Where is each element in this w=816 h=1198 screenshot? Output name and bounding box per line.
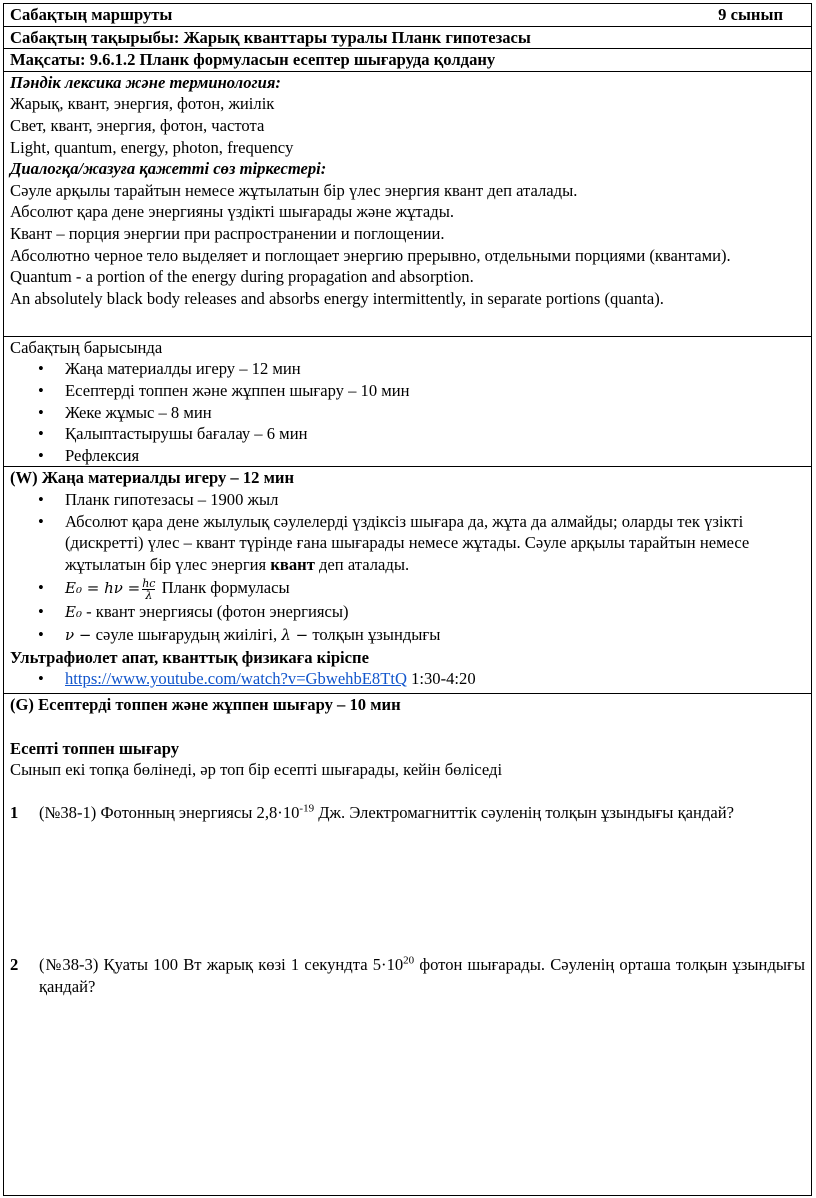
phrase-line: Абсолютно черное тело выделяет и поглощает энергию прерывно, отдельными порциями (квантами). [10, 245, 731, 265]
task-number: 1 [10, 803, 19, 823]
phrases-heading: Диалогқа/жазуға қажетті сөз тіркестері: [10, 159, 327, 179]
plan-item: • Қалыптастырушы бағалау – 6 мин [10, 423, 805, 445]
phrase-line: Сәуле арқылы тарайтын немесе жұтылатын бір үлес энергия квант деп аталады. [10, 180, 578, 200]
new-material-cell [4, 467, 812, 694]
video-time: 1:30-4:20 [406, 669, 476, 689]
formula-lhs: E₀ = hν = [65, 579, 141, 598]
symbol: E₀ [65, 603, 82, 622]
bold-term: квант [270, 554, 315, 574]
phrase-line: An absolutely black body releases and absorbs energy intermittently, in separate portions (quanta). [10, 288, 664, 308]
vocab-line: Light, quantum, energy, photon, frequency [10, 137, 294, 157]
plan-item: • Жаңа материалды игеру – 12 мин [10, 358, 805, 380]
task-number: 2 [10, 954, 19, 974]
video-item [10, 668, 805, 690]
exponent: -19 [299, 802, 315, 815]
vocab-line: Свет, квант, энергия, фотон, частота [10, 115, 265, 135]
denominator: λ [145, 589, 153, 602]
phrase-line: Абсолют қара дене энергияны үздікті шығарады және жұтады. [10, 202, 454, 222]
vocab-line: Жарық, квант, энергия, фотон, жиілік [10, 94, 275, 114]
material-item: • Планк гипотезасы – 1900 жыл [10, 489, 805, 511]
text: - квант энергиясы (фотон энергиясы) [81, 602, 349, 622]
phrase-line: Quantum - a portion of the energy during propagation and absorption. [10, 267, 474, 287]
group-work-cell [4, 694, 812, 1196]
topic: Сабақтың тақырыбы: Жарық кванттары туралы Планк гипотезасы [4, 26, 812, 49]
plan-item: • Жеке жұмыс – 8 мин [10, 402, 805, 424]
route-title: Сабақтың маршруты [10, 5, 173, 24]
task-1 [10, 802, 805, 824]
phrase-line: Квант – порция энергии при распространении и поглощении. [10, 223, 445, 243]
video-link[interactable]: https://www.youtube.com/watch?v=GbwehbE8TtQ [65, 669, 407, 689]
exponent: 20 [403, 954, 415, 967]
plan-heading: Сабақтың барысында [10, 337, 163, 357]
video-heading: Ультрафиолет апат, кванттық физикаға кіріспе [10, 647, 369, 667]
text: Абсолют қара дене жылулық сәулелерді үздіксіз шығара да, жұта да алмайды; оларды тек үзікті (дискретті) үлес – квант түрінде ғана шығарады немесе жұтады. Сәуле арқылы тарайтын немесе жұтылатын бір үлес энергия [65, 511, 750, 574]
fraction [142, 578, 155, 601]
material-item [10, 601, 805, 624]
numerator: hc [142, 577, 156, 590]
goal: Мақсаты: 9.6.1.2 Планк формуласын есептер шығаруда қолдану [4, 49, 812, 72]
symbol: λ − [281, 625, 309, 644]
material-item [10, 511, 805, 576]
lesson-table [3, 3, 812, 1196]
task-text [39, 802, 734, 824]
text: Дж. Электромагниттік сәуленің толқын ұзындығы қандай? [314, 803, 734, 823]
text: деп аталады. [314, 554, 410, 574]
formula-label: Планк формуласы [157, 578, 290, 598]
planck-formula [10, 575, 805, 601]
text: (№38-1) Фотонның энергиясы 2,8·10 [39, 803, 300, 823]
vocabulary-cell [4, 71, 812, 336]
text: сәуле шығарудың жиілігі, [91, 624, 282, 644]
new-material-heading: (W) Жаңа материалды игеру – 12 мин [10, 468, 295, 488]
text: (№38-3) Қуаты 100 Вт жарық көзі 1 секундта 5·10 [39, 954, 404, 974]
material-item [10, 624, 805, 647]
group-heading: (G) Есептерді топпен және жұппен шығару – 10 мин [10, 695, 401, 715]
text: фотон шығарады. Сәуленің орташа толқын ұзындығы қандай? [39, 954, 805, 996]
plan-cell [4, 336, 812, 467]
group-description: Сынып екі топқа бөлінеді, әр топ бір есепті шығарады, кейін бөліседі [10, 760, 503, 780]
text: толқын ұзындығы [308, 624, 441, 644]
grade: 9 сынып [718, 5, 783, 24]
task-2 [10, 954, 805, 997]
group-subheading: Есепті топпен шығару [10, 738, 180, 758]
plan-item: • Рефлексия [10, 445, 805, 467]
symbol: ν − [65, 625, 92, 644]
vocab-heading: Пәндік лексика және терминология: [10, 72, 281, 92]
plan-item: • Есептерді топпен және жұппен шығару – 10 мин [10, 380, 805, 402]
task-text [39, 954, 805, 997]
header-row [4, 4, 812, 27]
